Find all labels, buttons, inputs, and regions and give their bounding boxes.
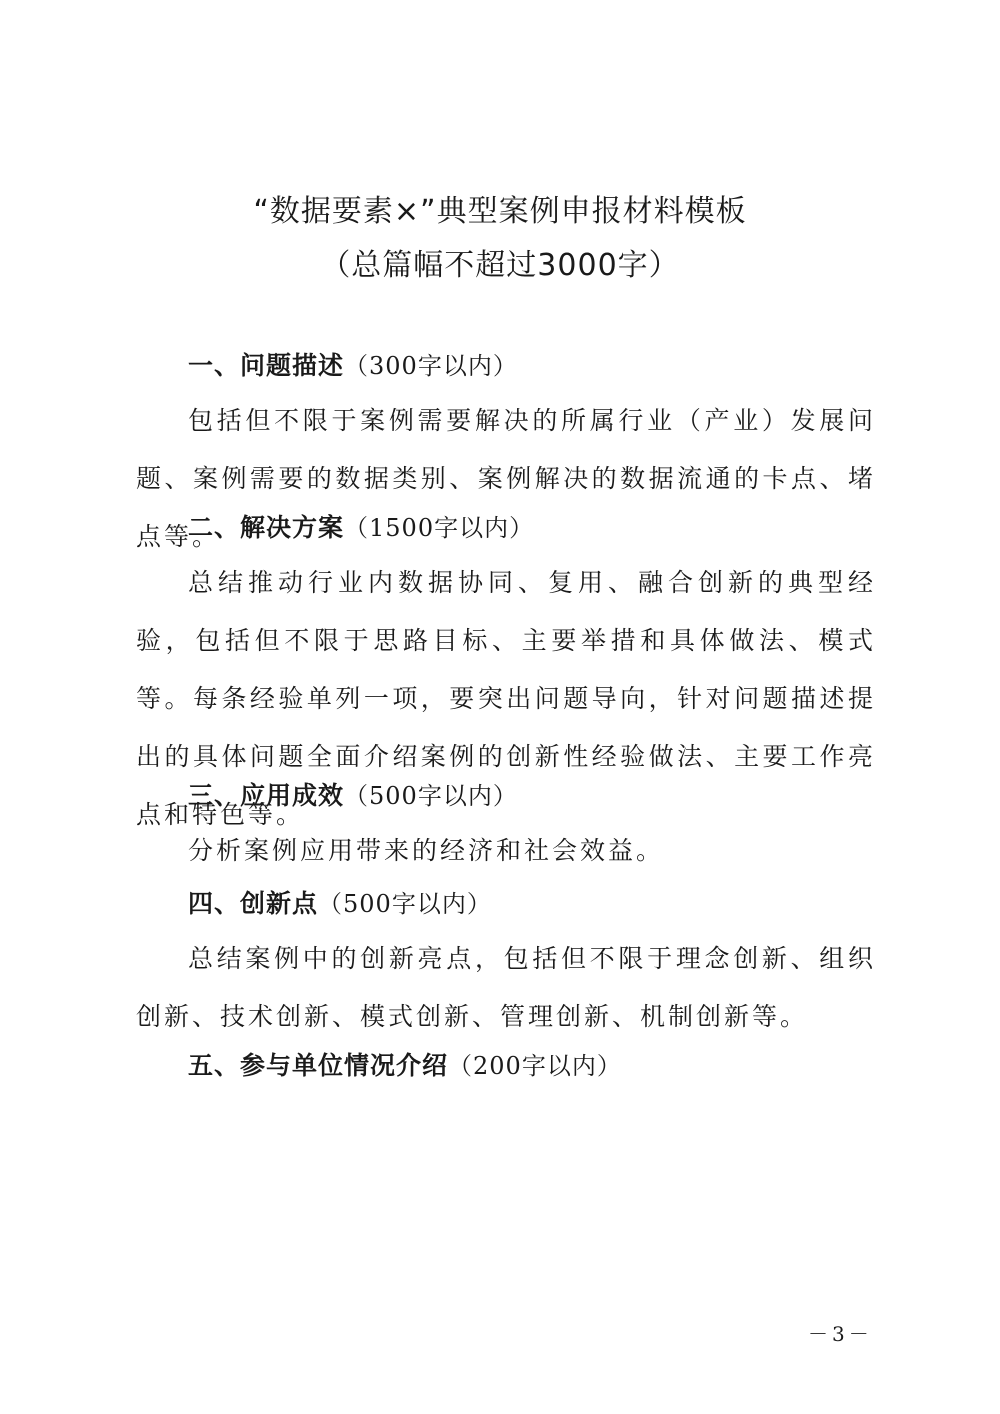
section-label: 四、创新点 xyxy=(188,889,319,918)
section-body-results: 分析案例应用带来的经济和社会效益。 xyxy=(188,836,665,865)
section-label: 五、参与单位情况介绍 xyxy=(188,1051,449,1080)
section-heading-results xyxy=(188,776,518,812)
section-heading-participants xyxy=(188,1046,622,1082)
section-body-problem: 包括但不限于案例需要解决的所属行业（产业）发展问题、案例需要的数据类别、案例解决的数据流通的卡点、堵点等。 xyxy=(136,406,876,551)
section-label: 一、问题描述 xyxy=(188,351,345,380)
section-limit: （1500字以内） xyxy=(344,514,535,542)
section-limit: （200字以内） xyxy=(448,1052,622,1080)
section-heading-problem xyxy=(188,346,518,382)
section-limit: （500字以内） xyxy=(344,782,518,810)
section-label: 二、解决方案 xyxy=(188,513,345,542)
section-limit: （300字以内） xyxy=(344,352,518,380)
section-label: 三、应用成效 xyxy=(188,781,345,810)
section-body-innovation: 总结案例中的创新亮点，包括但不限于理念创新、组织创新、技术创新、模式创新、管理创新、机制创新等。 xyxy=(136,944,876,1031)
section-heading-innovation xyxy=(188,884,492,920)
document-title: “数据要素×”典型案例申报材料模板 xyxy=(253,194,747,229)
document-subtitle: （总篇幅不超过3000字） xyxy=(320,248,680,283)
section-limit: （500字以内） xyxy=(318,890,492,918)
section-body-solution: 总结推动行业内数据协同、复用、融合创新的典型经验，包括但不限于思路目标、主要举措和具体做法、模式等。每条经验单列一项，要突出问题导向，针对问题描述提出的具体问题全面介绍案例的创新性经验做法、主要工作亮点和特色等。 xyxy=(136,568,876,829)
page-number: －3－ xyxy=(808,1322,873,1346)
section-heading-solution xyxy=(188,508,534,544)
